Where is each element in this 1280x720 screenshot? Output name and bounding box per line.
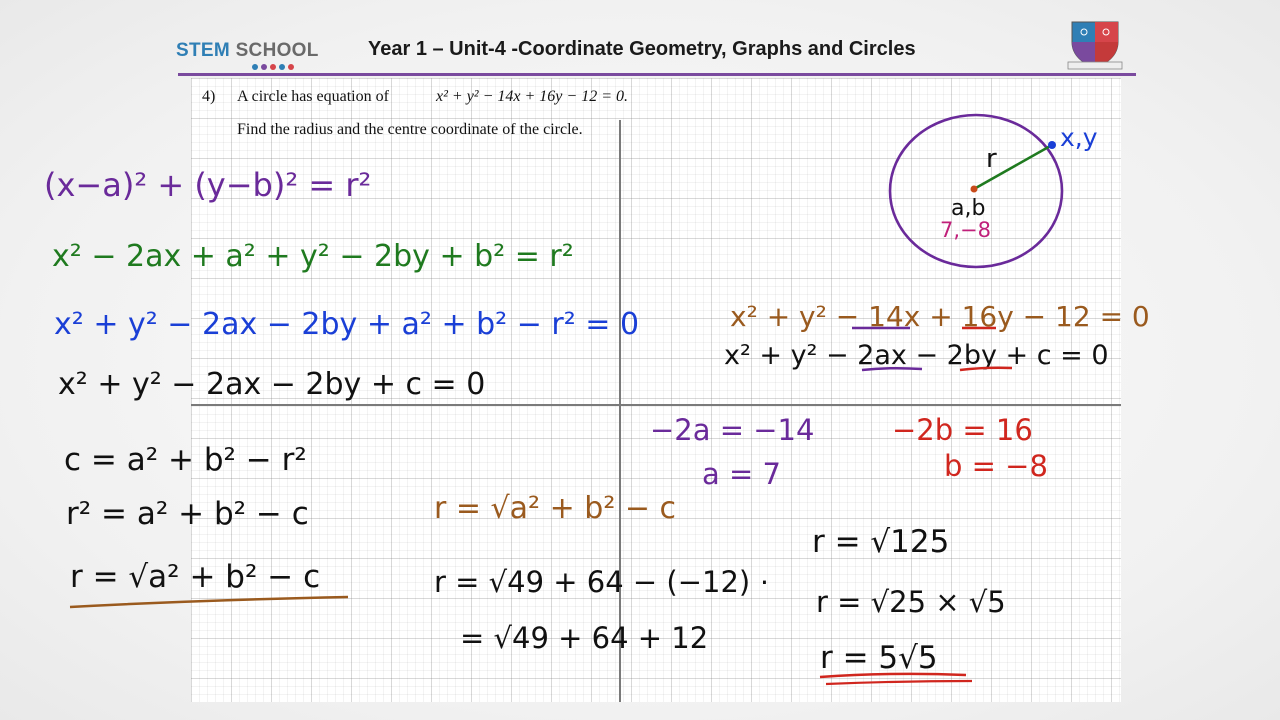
ink-line-r-squared: r² = a² + b² − c [66, 496, 309, 532]
centre-point [971, 186, 978, 193]
ink-dot: . [760, 558, 769, 591]
ink-line-general-form: x² + y² − 2ax − 2by + c = 0 [58, 367, 486, 402]
ink-line-a-equation: −2a = −14 [650, 413, 815, 447]
question-intro: A circle has equation of [237, 88, 389, 105]
ink-line-middle-formula: r = √a² + b² − c [434, 491, 677, 526]
ink-line-r-root125: r = √125 [812, 524, 950, 560]
ink-line-circle-equation: (x−a)² + (y−b)² = r² [44, 166, 372, 204]
circumference-point [1048, 141, 1056, 149]
ink-line-r-root-split: r = √25 × √5 [816, 585, 1006, 619]
radius-label: r [986, 144, 997, 174]
question-number: 4) [202, 88, 216, 105]
question-task: Find the radius and the centre coordinate of the circle. [237, 121, 583, 138]
ink-line-rearranged: x² + y² − 2ax − 2by + a² + b² − r² = 0 [54, 307, 640, 342]
ink-line-expanded: x² − 2ax + a² + y² − 2by + b² = r² [52, 239, 574, 274]
ink-line-b-equation: −2b = 16 [892, 413, 1033, 447]
circle-diagram [890, 115, 1098, 267]
underline-final-2 [826, 681, 972, 684]
ink-line-simplified: = √49 + 64 + 12 [460, 621, 709, 655]
ink-line-r-final: r = 5√5 [820, 640, 938, 676]
page-title: Year 1 – Unit-4 -Coordinate Geometry, Graphs and Circles [368, 38, 916, 60]
logo-word-stem: STEM [176, 40, 230, 61]
underline-r-formula [70, 597, 348, 607]
ink-line-substitution: r = √49 + 64 − (−12) [434, 565, 751, 599]
ink-line-general-equation: x² + y² − 2ax − 2by + c = 0 [724, 340, 1109, 371]
logo-word-school: SCHOOL [235, 40, 319, 61]
ink-line-a-value: a = 7 [702, 457, 781, 491]
ink-line-c-definition: c = a² + b² − r² [64, 442, 307, 478]
centre-label: a,b [951, 196, 986, 221]
centre-values: 7,−8 [940, 218, 991, 242]
ink-line-r-formula: r = √a² + b² − c [70, 559, 321, 595]
ink-line-b-value: b = −8 [944, 449, 1048, 483]
question-equation: x² + y² − 14x + 16y − 12 = 0. [436, 88, 628, 105]
ink-line-given-equation: x² + y² − 14x + 16y − 12 = 0 [730, 300, 1150, 333]
point-label: x,y [1060, 123, 1098, 152]
